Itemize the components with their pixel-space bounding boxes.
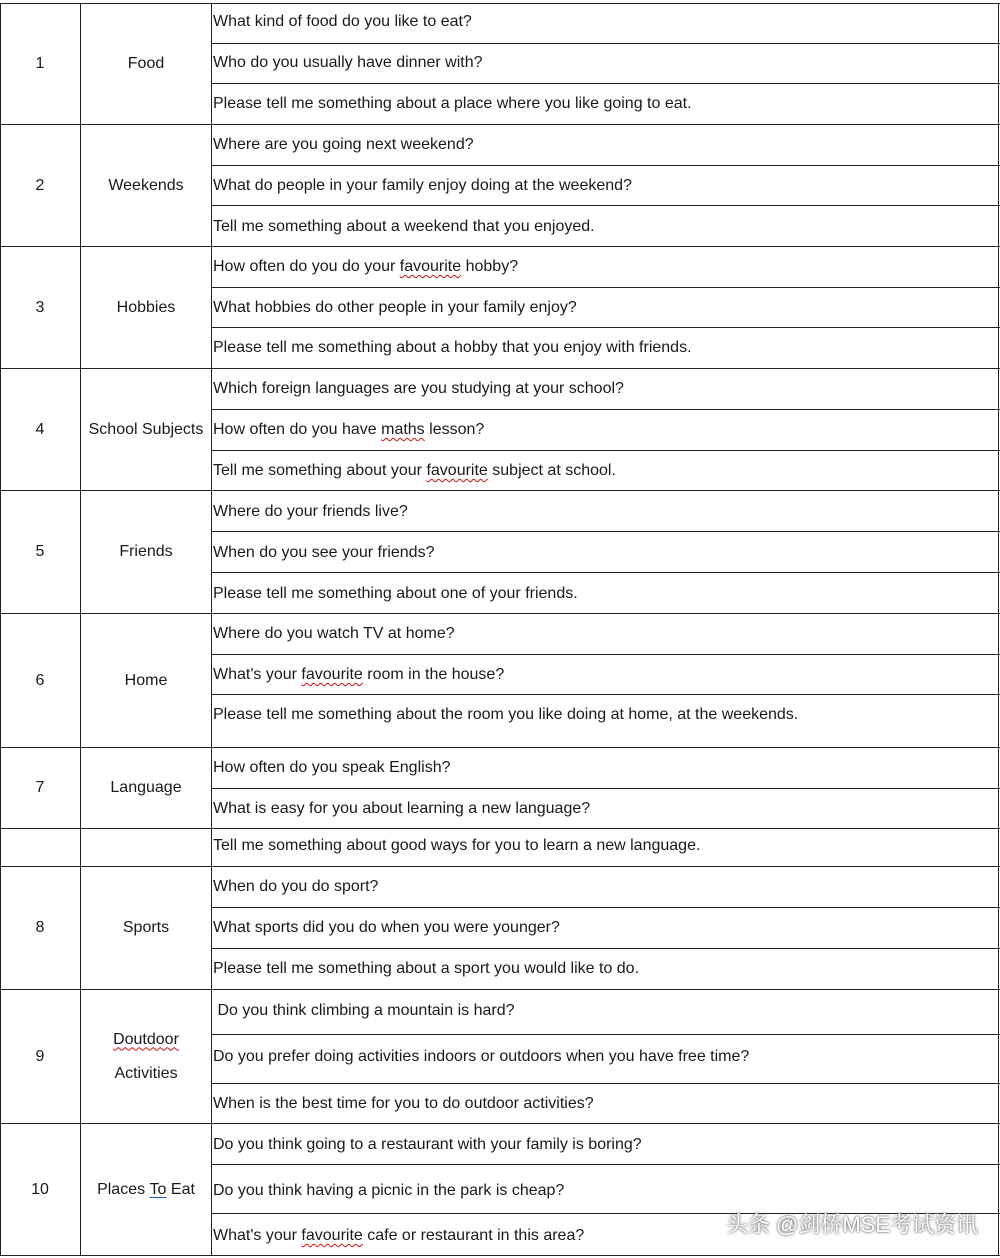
question-seg: Tell me something about your favourite subject at school.	[213, 462, 616, 479]
question-text: When do you do sport?	[213, 878, 379, 895]
row-number: 10	[31, 1180, 49, 1198]
row-divider	[212, 907, 1000, 908]
column-border	[998, 3, 999, 1256]
row-divider	[212, 788, 1000, 789]
column-border	[211, 3, 212, 1256]
question-text: What kind of food do you like to eat?	[213, 13, 472, 30]
topic-line: Activities	[114, 1064, 178, 1082]
row-divider	[212, 43, 1000, 44]
topic-cell: Language	[110, 779, 182, 796]
row-divider	[212, 409, 1000, 410]
question-text: Tell me something about a weekend that you enjoyed.	[213, 218, 595, 235]
question-text: When is the best time for you to do outdoor activities?	[213, 1095, 594, 1112]
row-divider	[212, 948, 1000, 949]
question-text: Please tell me something about the room you like doing at home, at the weekends.	[213, 706, 799, 723]
row-number: 9	[35, 1047, 45, 1065]
question-text	[213, 461, 616, 481]
row-divider	[212, 327, 1000, 328]
topic-cell	[81, 1124, 211, 1255]
table-border	[0, 1255, 1000, 1256]
row-divider	[212, 1083, 1000, 1084]
row-number: 6	[35, 671, 45, 689]
question-text: Please tell me something about one of your friends.	[213, 585, 578, 602]
watermark: 头条 @剑桥MSE考试资讯	[725, 1212, 978, 1237]
question-text: Do you think having a picnic in the park is cheap?	[213, 1182, 565, 1199]
question-text: What sports did you do when you were younger?	[213, 919, 560, 936]
row-divider	[212, 1164, 1000, 1165]
topic-line: Doutdoor	[113, 1030, 179, 1048]
question-text: Where do you watch TV at home?	[213, 625, 455, 642]
row-divider	[212, 83, 1000, 84]
topic-cell: Weekends	[108, 176, 184, 194]
question-text: Do you prefer doing activities indoors or outdoors when you have free time?	[213, 1048, 750, 1065]
row-divider	[212, 1034, 1000, 1035]
question-text: Where are you going next weekend?	[213, 136, 474, 153]
topic-cell: Hobbies	[116, 298, 176, 316]
question-text	[213, 1226, 584, 1246]
question-text	[213, 257, 518, 277]
topic-part: Places	[97, 1180, 150, 1198]
row-divider	[212, 694, 1000, 695]
row-divider	[212, 531, 1000, 532]
question-seg: How often do you do your favourite hobby?	[213, 258, 519, 275]
question-text: Which foreign languages are you studying at your school?	[213, 380, 624, 397]
row-number: 1	[35, 55, 45, 72]
row-number: 4	[35, 420, 45, 438]
row-divider	[212, 572, 1000, 573]
table-border	[0, 828, 1000, 829]
question-text	[213, 420, 484, 440]
question-text	[213, 665, 504, 685]
row-number: 8	[35, 919, 45, 936]
question-text: Who do you usually have dinner with?	[213, 54, 483, 71]
row-number: 2	[35, 176, 45, 194]
row-number: 7	[35, 779, 45, 796]
topic-cell: Food	[127, 55, 165, 72]
question-text: What is easy for you about learning a new language?	[213, 800, 591, 817]
question-text: Do you think going to a restaurant with your family is boring?	[213, 1136, 642, 1153]
row-divider	[212, 165, 1000, 166]
question-text: Where do your friends live?	[213, 503, 408, 520]
question-seg: What's your favourite room in the house?	[213, 666, 505, 683]
question-text: Please tell me something about a sport you would like to do.	[213, 960, 640, 977]
question-text: Do you think climbing a mountain is hard?	[213, 1002, 515, 1019]
row-divider	[212, 450, 1000, 451]
topic-cell: Home	[124, 671, 168, 689]
topic-cell: Sports	[122, 919, 170, 936]
row-divider	[212, 287, 1000, 288]
row-number: 3	[35, 298, 45, 316]
question-text: When do you see your friends?	[213, 544, 435, 561]
row-divider	[212, 205, 1000, 206]
topic-cell	[81, 990, 211, 1123]
question-text: What do people in your family enjoy doing at the weekend?	[213, 177, 632, 194]
question-seg: What's your favourite cafe or restaurant in this area?	[213, 1227, 585, 1244]
row-number: 5	[35, 543, 45, 560]
topic-cell: School Subjects	[88, 420, 204, 438]
question-text: How often do you speak English?	[213, 759, 451, 776]
topic-part: Eat	[166, 1180, 195, 1198]
question-text: Tell me something about good ways for you to learn a new language.	[213, 837, 701, 854]
topic-part: To	[149, 1180, 167, 1198]
question-text: What hobbies do other people in your family enjoy?	[213, 299, 577, 316]
topic-cell: Friends	[119, 543, 173, 560]
question-text: Please tell me something about a hobby that you enjoy with friends.	[213, 339, 692, 356]
question-text: Please tell me something about a place where you like going to eat.	[213, 95, 692, 112]
row-divider	[212, 654, 1000, 655]
question-seg: How often do you have maths lesson?	[213, 421, 485, 438]
